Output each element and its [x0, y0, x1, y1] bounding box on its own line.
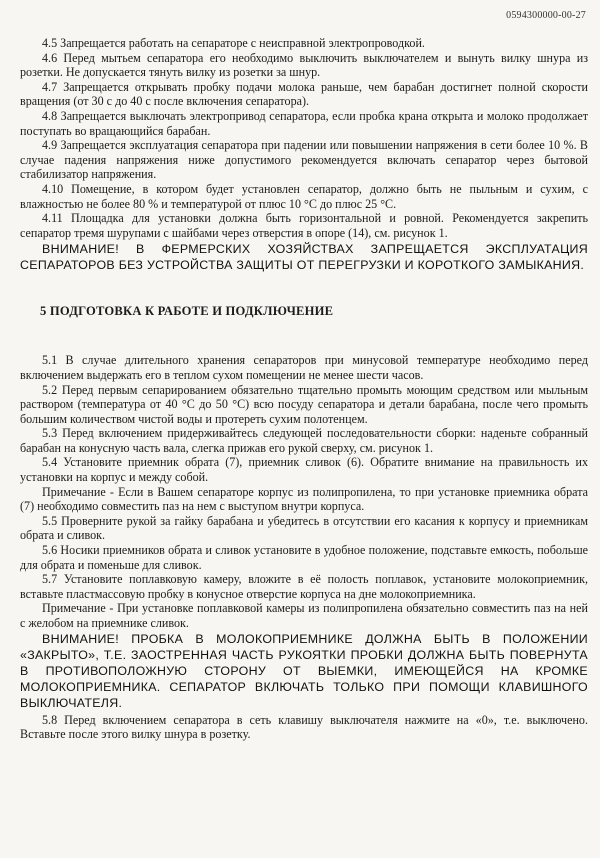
- item-5-6: 5.6 Носики приемников обрата и сливок установите в удобное положение, подставьте емкость, побольше для обрата и поменьше для сливок.: [20, 543, 588, 572]
- note-5-4: Примечание - Если в Вашем сепараторе корпус из полипропилена, то при установке приемника обрата (7) необходимо совместить паз на нем с выступом внутри корпуса.: [20, 484, 588, 514]
- item-4-8: 4.8 Запрещается выключать электропривод сепаратора, если пробка крана открыта и молоко продолжает поступать во вращающийся барабан.: [20, 108, 588, 138]
- item-4-9: 4.9 Запрещается эксплуатация сепаратора при падении или повышении напряжения в сети более 10 %. В случае падения напряжения ниже допустимого рекомендуется включать сепаратор через бытовой стабилизатор напряжения.: [20, 138, 588, 182]
- item-5-7: 5.7 Установите поплавковую камеру, вложите в её полость поплавок, установите молокоприемник, вставьте пластмассовую пробку в конусное отверстие корпуса на дне молокоприемника.: [20, 572, 588, 601]
- item-5-5: 5.5 Проверните рукой за гайку барабана и убедитесь в отсутствии его касания к корпусу и приемникам обрата и сливок.: [20, 513, 588, 543]
- item-5-1: 5.1 В случае длительного хранения сепараторов при минусовой температуре необходимо перед включением выдержать его в теплом сухом помещении не менее шести часов.: [20, 353, 588, 382]
- document-number: 0594300000-00-27: [506, 10, 586, 21]
- item-4-5: 4.5 Запрещается работать на сепараторе с неисправной электропроводкой.: [42, 36, 425, 50]
- item-4-10: 4.10 Помещение, в котором будет установлен сепаратор, должно быть не пыльным и сухим, с влажностью не более 80 % и температурой от плюс 10 °С до плюс 25 °С.: [20, 181, 588, 211]
- item-4-6: 4.6 Перед мытьем сепаратора его необходимо выключить выключателем и вынуть вилку шнура из розетки. Не допускается тянуть вилку из розетки за шнур.: [20, 50, 588, 80]
- section5-warning: ВНИМАНИЕ! ПРОБКА В МОЛОКОПРИЕМНИКЕ ДОЛЖНА БЫТЬ В ПОЛОЖЕНИИ «ЗАКРЫТО», Т.Е. ЗАОСТРЕННАЯ ЧАСТЬ РУКОЯТКИ ПРОБКИ ДОЛЖНА БЫТЬ ПОВЕРНУТА В ПРОТИВОПОЛОЖНУЮ СТОРОНУ ОТ ВЫЕМКИ, ИМЕЮЩЕЙСЯ НА КРОМКЕ МОЛОКОПРИЕМНИКА. СЕПАРАТОР ВКЛЮЧАТЬ ТОЛЬКО ПРИ ПОМОЩИ КЛАВИШНОГО ВЫКЛЮЧАТЕЛЯ.: [20, 631, 588, 710]
- item-4-7: 4.7 Запрещается открывать пробку подачи молока раньше, чем барабан достигнет полной скорости вращения (от 30 с до 40 с после включения сепаратора).: [20, 79, 588, 109]
- section5-heading: 5 ПОДГОТОВКА К РАБОТЕ И ПОДКЛЮЧЕНИЕ: [40, 304, 334, 319]
- section4-warning: ВНИМАНИЕ! В ФЕРМЕРСКИХ ХОЗЯЙСТВАХ ЗАПРЕЩАЕТСЯ ЭКСПЛУАТАЦИЯ СЕПАРАТОРОВ БЕЗ УСТРОЙСТВА ЗАЩИТЫ ОТ ПЕРЕГРУЗКИ И КОРОТКОГО ЗАМЫКАНИЯ.: [20, 242, 588, 273]
- page-content: [20, 36, 588, 742]
- item-5-2: 5.2 Перед первым сепарированием обязательно тщательно промыть моющим средством или мыльным раствором (температура от 40 °С до 50 °С) всю посуду сепаратора и детали барабана, после чего промыть большим количеством чистой воды и протереть сухим полотенцем.: [20, 382, 588, 426]
- item-4-11: 4.11 Площадка для установки должна быть горизонтальной и ровной. Рекомендуется закрепить сепаратор тремя шурупами с шайбами через отверстия в опоре (14), см. рисунок 1.: [20, 211, 588, 240]
- note-5-7: Примечание - При установке поплавковой камеры из полипропилена обязательно совместить паз на ней с желобом на приемнике сливок.: [20, 601, 588, 630]
- item-5-3: 5.3 Перед включением придерживайтесь следующей последовательности сборки: наденьте собранный барабан на конусную часть вала, слегка прижав его рукой сверху, см. рисунок 1.: [20, 426, 588, 455]
- item-5-8: 5.8 Перед включением сепаратора в сеть клавишу выключателя нажмите на «0», т.е. выключено. Вставьте после этого вилку шнура в розетку.: [20, 712, 588, 742]
- item-5-4: 5.4 Установите приемник обрата (7), приемник сливок (6). Обратите внимание на правильность их установки на корпус и между собой.: [20, 455, 588, 485]
